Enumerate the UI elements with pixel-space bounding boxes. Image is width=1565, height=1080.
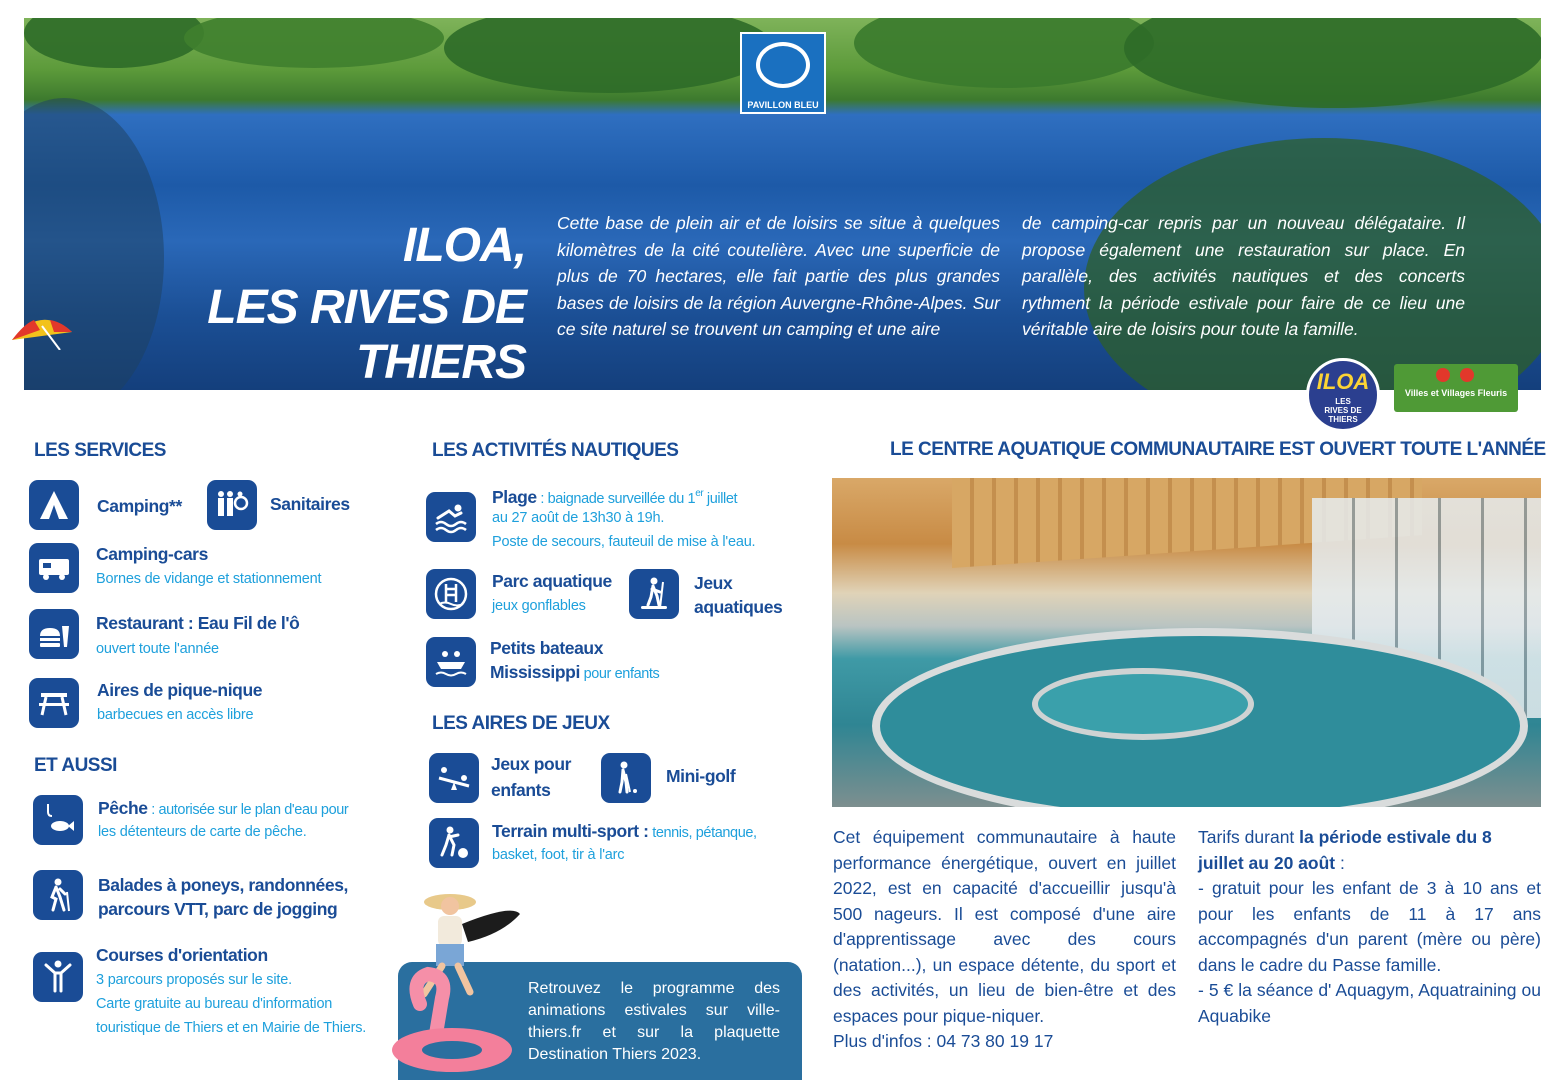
aquatique-phone: Plus d'infos : 04 73 80 19 17 (833, 1031, 1054, 1051)
bateaux-sub: pour enfants (579, 666, 660, 682)
balades-line-1: Balades à poneys, randonnées, (98, 875, 349, 895)
flamingo-girl-illustration (372, 884, 522, 1080)
multisport-icon (429, 818, 479, 868)
peche-sub-2: les détenteurs de carte de pêche. (98, 824, 307, 840)
jeux-enfants-line-1: Jeux pour (491, 754, 572, 774)
camping-label: Camping** (97, 496, 182, 516)
tarifs-intro: Tarifs durant (1198, 827, 1300, 847)
iloa-logo-text: LES RIVES DE THIERS (1324, 397, 1362, 424)
intro-column-1: Cette base de plein air et de loisirs se situe à quelques kilomètres de la cité coutelière. Avec une superficie de plus de 70 hectares, elle fait partie des plus grandes bases de loisirs de la région Auvergne-Rhône-Alpes. Sur ce site naturel se trouvent un camping et une aire (557, 213, 1000, 339)
courses-sub-1: 3 parcours proposés sur le site. (96, 972, 292, 988)
aquatique-body: Cet équipement communautaire à haute performance énergétique, ouvert en juillet 2022, est en capacité d'accueillir jusqu'à 500 nageurs. Il est composé d'une aire d'apprentissage avec des cours (natation...), un espace détente, du sport et des activités, un lieu de bien-être et des espaces pour pique-niquer. (833, 827, 1176, 1026)
services-heading: LES SERVICES (34, 440, 166, 461)
toilets-icon (207, 480, 257, 530)
courses-sub-2: Carte gratuite au bureau d'information (96, 996, 333, 1012)
restaurant-sub: ouvert toute l'année (96, 641, 219, 657)
plage-sub-2: au 27 août de 13h30 à 19h. (492, 510, 665, 526)
minigolf-label: Mini-golf (666, 766, 736, 786)
picnic-title: Aires de pique-nique (97, 680, 263, 700)
umbrella-icon (10, 310, 74, 350)
tarif-2: - 5 € la séance d' Aquagym, Aquatraining ou Aquabike (1198, 980, 1541, 1026)
bateaux-line-2-wrap (490, 660, 659, 686)
balades-line-2: parcours VTT, parc de jogging (98, 899, 338, 919)
multisport-line (492, 819, 757, 845)
aquatic-center-photo (832, 478, 1541, 807)
tarifs-block (1198, 825, 1541, 1029)
aussi-heading: ET AUSSI (34, 755, 117, 776)
jeux-heading: LES AIRES DE JEUX (432, 713, 610, 734)
paddle-icon (629, 569, 679, 619)
pavillon-bleu-label: PAVILLON BLEU (747, 100, 819, 110)
multisport-sub-1: tennis, pétanque, (648, 825, 757, 841)
plage-title: Plage (492, 486, 537, 507)
orientation-runner-icon (33, 952, 83, 1002)
multisport-sub-2: basket, foot, tir à l'arc (492, 847, 625, 863)
camper-van-icon (29, 543, 79, 593)
swimmer-icon (426, 492, 476, 542)
bateaux-line-1: Petits bateaux (490, 638, 604, 658)
villes-villages-fleuris-logo (1394, 364, 1518, 412)
pavillon-bleu-logo (740, 32, 826, 114)
aquatique-heading: LE CENTRE AQUATIQUE COMMUNAUTAIRE EST OUVERT TOUTE L'ANNÉE (890, 439, 1546, 460)
tent-icon (29, 480, 79, 530)
multisport-title: Terrain multi-sport : (492, 821, 649, 841)
seesaw-icon (429, 753, 479, 803)
campingcars-sub: Bornes de vidange et stationnement (96, 571, 322, 587)
restaurant-title: Restaurant : Eau Fil de l'ô (96, 613, 300, 633)
page-title-line2: LES RIVES DE THIERS (207, 281, 526, 389)
intro-column-2: de camping-car repris par un nouveau délégataire. Il propose également une restauration sur place. En parallèle, des activités nautiques et des concerts rythment la période estivale pour faire de ce lieu une véritable aire de loisirs pour toute la famille. (1022, 213, 1465, 339)
plage-sub-1sup: er (695, 488, 704, 499)
nautique-heading: LES ACTIVITÉS NAUTIQUES (432, 440, 679, 461)
jeux-aquatiques-line-1: Jeux (694, 573, 733, 593)
fast-food-icon (29, 609, 79, 659)
vvf-logo-text: Villes et Villages Fleuris (1404, 388, 1508, 398)
promo-text: Retrouvez le programme des animations estivales sur ville-thiers.fr et sur la plaquette Destination Thiers 2023. (528, 980, 780, 1063)
bateaux-line-2: Mississippi (490, 662, 580, 682)
page-title-line1: ILOA, (403, 219, 526, 272)
parc-sub: jeux gonflables (492, 598, 586, 614)
minigolf-icon (601, 753, 651, 803)
peche-title: Pêche (98, 798, 148, 818)
boat-icon (426, 637, 476, 687)
plage-sub-1a: : baignade surveillée du 1 (536, 490, 696, 507)
courses-title: Courses d'orientation (96, 945, 268, 965)
plage-sub-3: Poste de secours, fauteuil de mise à l'eau. (492, 534, 756, 550)
tarifs-colon: : (1335, 852, 1345, 873)
plage-sub-1b: juillet (703, 490, 738, 507)
campingcars-title: Camping-cars (96, 544, 208, 564)
fishing-icon (33, 795, 83, 845)
pool-ladder-icon (426, 569, 476, 619)
iloa-logo: ILOA LES RIVES DE THIERS (1306, 358, 1380, 432)
sanitaires-label: Sanitaires (270, 494, 350, 514)
picnic-table-icon (29, 678, 79, 728)
tarif-1: - gratuit pour les enfant de 3 à 10 ans et pour les enfants de 11 à 17 ans accompagnés d'un parent (mère ou père) dans le cadre du Passe famille. (1198, 878, 1541, 975)
parc-title: Parc aquatique (492, 571, 612, 591)
jeux-enfants-line-2: enfants (491, 780, 551, 800)
peche-sub-1: : autorisée sur le plan d'eau pour (147, 802, 349, 818)
tarifs-period: la période estivale du 8 juillet au 20 août (1198, 827, 1492, 873)
peche-line (98, 796, 348, 822)
courses-sub-3: touristique de Thiers et en Mairie de Thiers. (96, 1020, 367, 1036)
jeux-aquatiques-line-2: aquatiques (694, 597, 783, 617)
picnic-sub: barbecues en accès libre (97, 707, 254, 723)
hiker-icon (33, 870, 83, 920)
